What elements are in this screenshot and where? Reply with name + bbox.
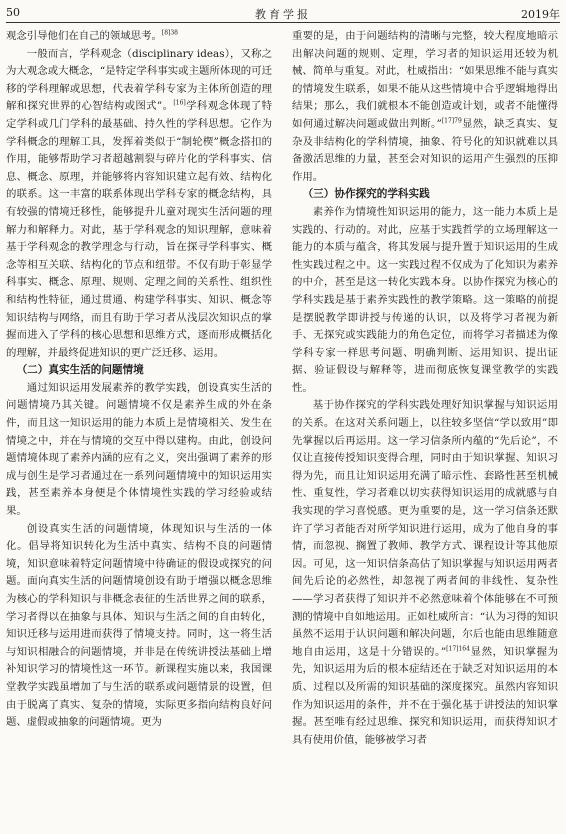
paragraph: 基于协作探究的学科实践处理好知识掌握与知识运用的关系。在这对关系问题上，以往较多坚信“学以致用”即先掌握以后再运用。这一学习信条所内蕴的“先后论”，不仅让直接传授知识变得合理，同时由于知识掌握、知识习得为先，而且让知识运用充满了暗示性、套路性甚至机械性、重复性，学习者难以切实获得知识运用的成就感与自我实现的学习喜悦感。更为重要的是，这一学习信条还默许了学习者能否对所学知识进行运用，成为了他自身的事情，而忽视、搁置了教师、教学方式、课程设计等其他原因。可见，这一知识信条高估了知识掌握与知识运用两者间先后论的必然性，却忽视了两者间的非线性、复杂性——学习者获得了知识并不必然意味着个体能够在不可预测的情境中自如地运用。正如杜威所言：“认为习得的知识虽然不运用于认识问题和解决问题，尔后也能由思维随意地自由运用，这是十分错误的。”$^{[17]164}$显然，知识掌握为先，知识运用为后的根本症结还在于缺乏对知识运用的本质、过程以及所需的知识基础的深度探究。虽然内容知识作为知识运用的条件，并不在于强化基于讲授法的知识掌握。甚至唯有经过思维、探究和知识运用，而获得知识才具有使用价值，能够被学习者 (292, 399, 558, 746)
right-column (292, 28, 558, 749)
paragraph: 重要的是，由于问题结构的清晰与完整，较大程度地暗示出解决问题的规则、定理，学习者的知识运用还较为机械、简单与重复。对此，杜威指出：“如果思维不能与真实的情境发生联系，如果不能从这些情境中合乎逻辑地得出结果；那么，我们就根本不能创造或计划，或者不能懂得如何通过解决问题或做出判断。”$^{[17]79}$显然，缺乏真实、复杂及非结构化的学科情境，抽象、符号化的知识就难以具备激活思维的力量，甚至会对知识的运用产生强烈的压抑作用。 (292, 30, 558, 183)
paragraph: 素养作为情境性知识运用的能力，这一能力本质上是实践的、行动的。对此，应基于实践哲学的立场理解这一能力的本质与蕴含，将其发展与提升置于知识运用的生成性实践过程之中。这一实践过程不仅成为了化知识为素养的中介，甚至是这一转化实践本身。以协作探究为核心的学科实践是基于素养实践性的教学策略。这一策略的前提是摆脱教学即讲授与传递的认识，以及将学习者视为新手、无探究或实践能力的角色定位，而将学习者描述为像学科专家一样思考问题、明确判断、运用知识、提出证据、验证假设与解释等，进而彻底恢复课堂教学的实践性。 (292, 205, 558, 394)
running-header (0, 0, 566, 22)
citation: [16] (173, 99, 186, 107)
citation: [17]164 (446, 645, 470, 653)
page-number: 50 (6, 6, 20, 19)
paragraph: 观念引导他们在自己的领域思考。$^{[8]38}$ (6, 29, 178, 42)
paragraph: 创设真实生活的问题情境，体现知识与生活的一体化。倡导将知识转化为生活中真实、结构不良的问题情境，知识意味着特定问题情境中待确证的假设或探究的问题。面向真实生活的问题情境创设有助于增强以概念思维为核心的学科知识与非概念表征的生活世界之间的联系，学习者得以在抽象与具体、知识与生活之间的自由转化，知识迁移与运用进而获得了情境支持。同时，这一将生活与知识相融合的问题情境，并非是在传统讲授法基础上增补知识学习的情境性这一环节。新课程实施以来，我国课堂教学实践虽增加了与生活的联系或问题情景的设置，但由于脱离了真实、复杂的情境，实际更多指向结构良好问题、虚假或抽象的问题情境。更为 (6, 522, 272, 729)
section-heading: （二）真实生活的问题情境 (16, 364, 144, 377)
paragraph: 一般而言，学科观念（disciplinary ideas），又称之为大观念或大概念，“是特定学科事实或主题所体现的可迁移的学科理解或思想，代表着学科专家为主体所创造的理解和探究世界的心智结构或图式”。[16]学科观念体现了特定学科或几门学科的最基础、持久性的学科思想。它作为学科概念的理解工具，发挥着类似于“制轮楔”概念搭扣的作用，能够帮助学习者超越割裂与碎片化的学科事实、信息、概念、原理，并能够将内容知识建立起有效、结构化的联系。这一丰富的联系体现出学科专家的概念结构，具有较强的情境迁移性，能够提升儿童对现实生活问题的理解力和解释力。对此，基于学科观念的知识理解，意味着基于学科观念的教学理念与行动，旨在探寻学科事实、概念等相互关联、结构化的节点和纽带。不仅有助于彰显学科事实、概念、原理、规则、定理之间的关系性、组织性和结构性特征，通过贯通、构建学科事实、知识、概念等知识结构与网络，而且有助于学习者从浅层次知识点的掌握而进入了学科的核心思想和思维方式，逐而形成概括化的理解，并最终促进知识的更广泛迁移、运用。 (6, 47, 272, 359)
journal-name: 教育学报 (255, 8, 311, 21)
citation: [8]38 (161, 29, 178, 37)
left-column (6, 28, 272, 732)
paragraph: 通过知识运用发展素养的教学实践，创设真实生活的问题情境乃其关键。问题情境不仅是素养生成的外在条件，而且这一知识运用的能力本质上是情境相关、发生在情境之中，并在与情境的交互中得以建构。由此，创设问题情境体现了素养内涵的应有之义，突出强调了素养的形成与创生是学习者通过在一系列问题情境中的知识运用实践，甚至素养本身便是个体情境性实践的学习经验或结果。 (6, 381, 272, 518)
citation: [17]79 (441, 117, 462, 125)
header-rule (6, 22, 560, 23)
section-heading: （三）协作探究的学科实践 (302, 188, 430, 201)
year: 2019年 (521, 8, 560, 21)
